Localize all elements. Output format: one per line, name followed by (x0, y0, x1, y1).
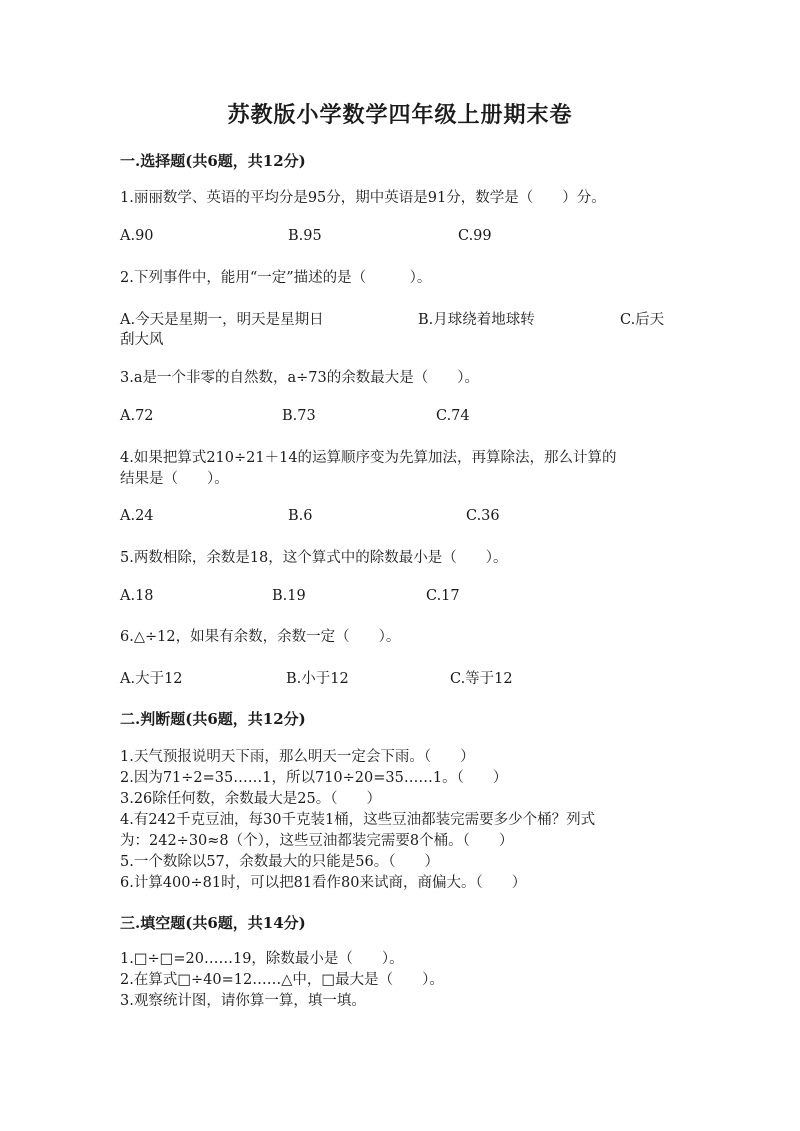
judge-item-5: 5.一个数除以57，余数最大的只能是56。（ ） (120, 854, 439, 870)
question-1-4-line-2: 结果是（ ）。 (120, 471, 229, 487)
section-1-heading: 一.选择题(共6题，共12分) (120, 152, 306, 170)
question-1-2: 2.下列事件中，能用“一定”描述的是（ ）。 (120, 270, 432, 286)
option-c: C.等于12 (450, 671, 513, 687)
option-c: C.74 (436, 408, 470, 424)
option-c: C.36 (466, 508, 500, 524)
fill-item-2: 2.在算式□÷40=12……△中，□最大是（ ）。 (120, 972, 444, 988)
option-b: B.月球绕着地球转 (418, 312, 535, 328)
judge-item-6: 6.计算400÷81时，可以把81看作80来试商，商偏大。（ ） (120, 875, 527, 891)
judge-item-2: 2.因为71÷2=35……1，所以710÷20=35……1。（ ） (120, 770, 508, 786)
question-1-1-options (120, 228, 680, 249)
question-1-5: 5.两数相除，余数是18，这个算式中的除数最小是（ ）。 (120, 550, 508, 566)
judge-item-3: 3.26除任何数，余数最大是25。（ ） (120, 791, 381, 807)
option-c: C.后天 (620, 312, 665, 328)
judge-item-1: 1.天气预报说明天下雨，那么明天一定会下雨。（ ） (120, 749, 475, 765)
question-1-6-options (120, 667, 680, 688)
question-1-4-options (120, 508, 680, 529)
option-c: C.17 (426, 588, 460, 604)
question-1-1: 1.丽丽数学、英语的平均分是95分，期中英语是91分，数学是（ ）分。 (120, 190, 606, 206)
judge-item-4-line-2: 为：242÷30≈8（个），这些豆油都装完需要8个桶。（ ） (120, 833, 514, 849)
option-a: A.18 (120, 588, 154, 604)
option-b: B.6 (288, 508, 313, 524)
option-a: A.72 (120, 408, 154, 424)
section-3-heading: 三.填空题(共6题，共14分) (120, 914, 306, 932)
question-1-5-options (120, 588, 680, 609)
exam-title: 苏教版小学数学四年级上册期末卷 (227, 102, 573, 128)
question-1-4-line-1: 4.如果把算式210÷21＋14的运算顺序变为先算加法，再算除法，那么计算的 (120, 450, 617, 466)
option-a: A.24 (120, 508, 154, 524)
option-a: A.今天是星期一，明天是星期日 (120, 312, 324, 328)
question-1-3: 3.a是一个非零的自然数，a÷73的余数最大是（ ）。 (120, 370, 479, 386)
option-b: B.小于12 (286, 671, 349, 687)
option-b: B.19 (272, 588, 306, 604)
question-1-6: 6.△÷12，如果有余数，余数一定（ ）。 (120, 629, 401, 645)
option-a: A.90 (120, 228, 154, 244)
fill-item-1: 1.□÷□=20……19，除数最小是（ ）。 (120, 951, 404, 967)
fill-item-3: 3.观察统计图，请你算一算，填一填。 (120, 993, 366, 1009)
question-1-2-options (120, 308, 680, 329)
option-b: B.73 (282, 408, 316, 424)
option-c-continuation: 刮大风 (120, 332, 164, 348)
option-b: B.95 (288, 228, 322, 244)
question-1-3-options (120, 408, 680, 429)
judge-item-4-line-1: 4.有242千克豆油，每30千克装1桶，这些豆油都装完需要多少个桶？列式 (120, 812, 596, 828)
option-a: A.大于12 (120, 671, 183, 687)
option-c: C.99 (458, 228, 492, 244)
section-2-heading: 二.判断题(共6题，共12分) (120, 710, 306, 728)
